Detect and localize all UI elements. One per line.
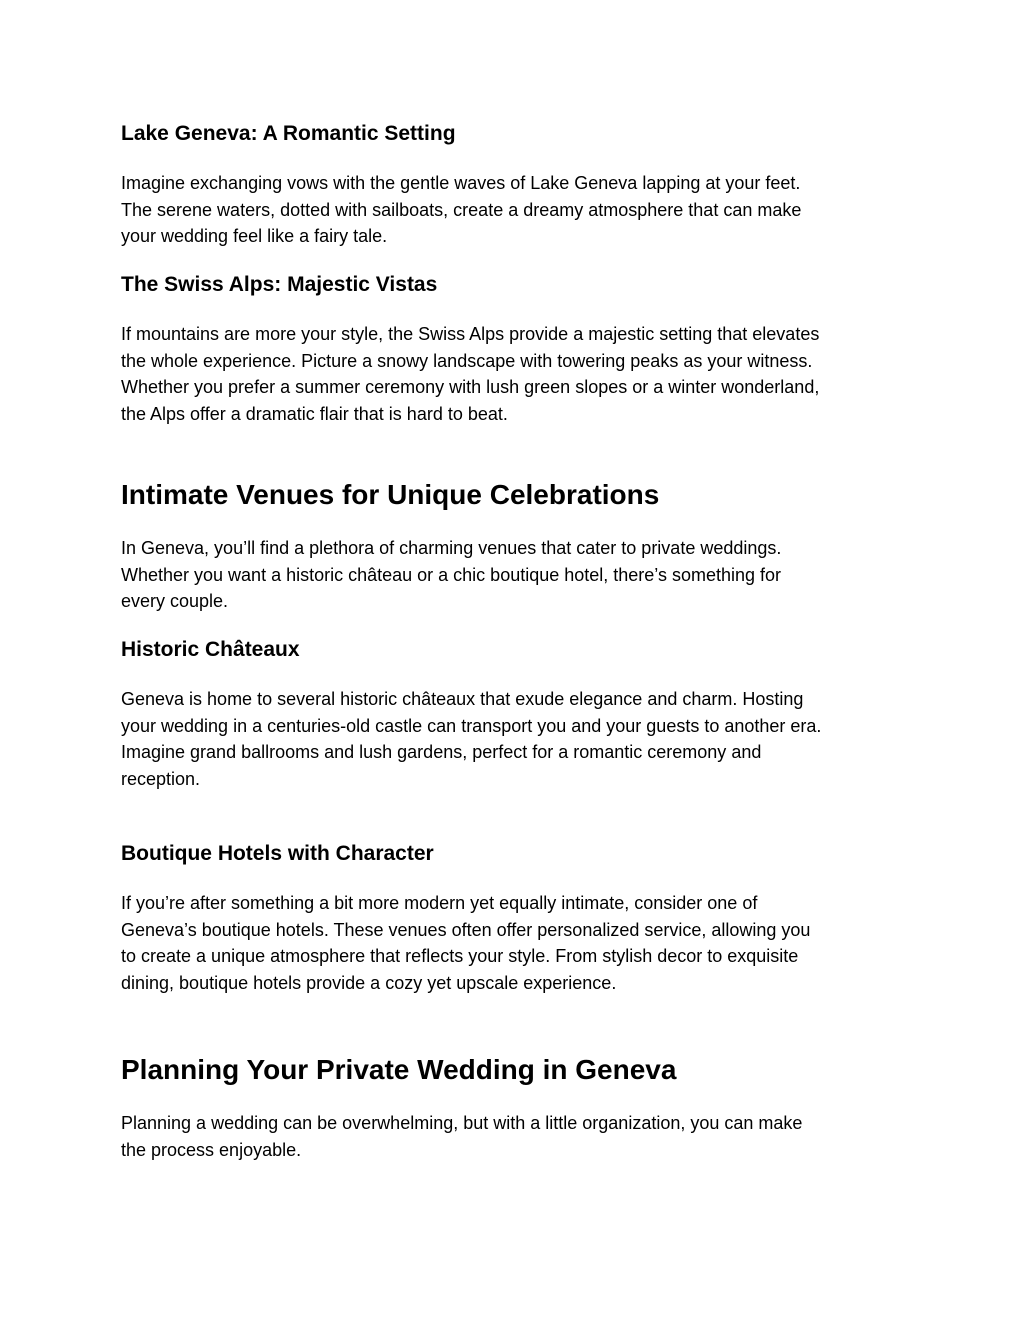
paragraph-line: your wedding in a centuries-old castle can transport you and your guests to another era. bbox=[121, 715, 822, 736]
paragraph-lake-geneva bbox=[121, 170, 801, 250]
paragraph-line: If you’re after something a bit more modern yet equally intimate, consider one of bbox=[121, 893, 758, 913]
heading-historic-chateaux: Historic Châteaux bbox=[121, 638, 300, 661]
heading-planning: Planning Your Private Wedding in Geneva bbox=[121, 1054, 677, 1085]
paragraph-line: The serene waters, dotted with sailboats, create a dreamy atmosphere that can make bbox=[121, 199, 802, 220]
paragraph-line: every couple. bbox=[121, 591, 229, 611]
paragraph-intimate-venues bbox=[121, 535, 781, 615]
paragraph-boutique-hotels bbox=[121, 890, 810, 996]
paragraph-line: If mountains are more your style, the Swiss Alps provide a majestic setting that elevates bbox=[121, 324, 820, 344]
paragraph-line: your wedding feel like a fairy tale. bbox=[121, 226, 388, 246]
heading-swiss-alps: The Swiss Alps: Majestic Vistas bbox=[121, 273, 438, 296]
paragraph-line: Imagine grand ballrooms and lush gardens, perfect for a romantic ceremony and bbox=[121, 742, 762, 762]
paragraph-line: the process enjoyable. bbox=[121, 1139, 302, 1160]
paragraph-historic-chateaux bbox=[121, 686, 821, 792]
paragraph-line: Whether you prefer a summer ceremony with lush green slopes or a winter wonderland, bbox=[121, 377, 820, 397]
heading-intimate-venues: Intimate Venues for Unique Celebrations bbox=[121, 479, 660, 510]
paragraph-line: dining, boutique hotels provide a cozy yet upscale experience. bbox=[121, 972, 617, 993]
paragraph-line: In Geneva, you’ll find a plethora of charming venues that cater to private weddings. bbox=[121, 538, 782, 558]
heading-boutique-hotels: Boutique Hotels with Character bbox=[121, 842, 434, 865]
paragraph-line: to create a unique atmosphere that reflects your style. From stylish decor to exquisite bbox=[121, 946, 799, 966]
paragraph-line: Imagine exchanging vows with the gentle waves of Lake Geneva lapping at your feet. bbox=[121, 173, 801, 193]
paragraph-swiss-alps bbox=[121, 321, 819, 427]
paragraph-line: Geneva’s boutique hotels. These venues often offer personalized service, allowing you bbox=[121, 919, 811, 940]
paragraph-line: reception. bbox=[121, 768, 201, 789]
paragraph-line: Whether you want a historic château or a chic boutique hotel, there’s something for bbox=[121, 564, 782, 585]
paragraph-line: the whole experience. Picture a snowy landscape with towering peaks as your witness. bbox=[121, 350, 813, 371]
paragraph-planning bbox=[121, 1110, 802, 1163]
paragraph-line: Planning a wedding can be overwhelming, but with a little organization, you can make bbox=[121, 1113, 803, 1133]
heading-lake-geneva: Lake Geneva: A Romantic Setting bbox=[121, 122, 456, 145]
paragraph-line: the Alps offer a dramatic flair that is hard to beat. bbox=[121, 403, 508, 424]
paragraph-line: Geneva is home to several historic châteaux that exude elegance and charm. Hosting bbox=[121, 689, 804, 709]
